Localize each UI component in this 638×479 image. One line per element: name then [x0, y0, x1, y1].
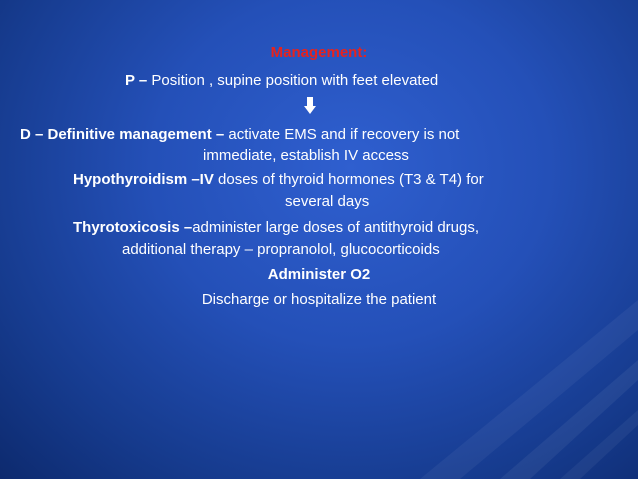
thyrotoxicosis-lead: Thyrotoxicosis – [73, 219, 193, 236]
definitive-lead: D – Definitive management – [20, 126, 225, 143]
position-lead: P – [125, 72, 148, 89]
hypothyroidism-cont: several days [285, 193, 370, 210]
hypothyroidism-text: doses of thyroid hormones (T3 & T4) for [213, 171, 484, 188]
definitive-cont: immediate, establish IV access [203, 147, 409, 164]
position-line [125, 71, 438, 90]
position-text: Position , supine position with feet elevated [147, 72, 439, 89]
definitive-line [20, 125, 459, 144]
thyrotoxicosis-line [73, 218, 479, 237]
down-arrow-icon [304, 97, 316, 115]
administer-o2-line: Administer O2 [267, 266, 371, 283]
hypothyroidism-line [73, 170, 484, 189]
definitive-text: activate EMS and if recovery is not [224, 126, 460, 143]
slide-title: Management: [270, 44, 368, 61]
discharge-line: Discharge or hospitalize the patient [201, 291, 437, 308]
hypothyroidism-lead: Hypothyroidism –IV [73, 171, 214, 188]
thyrotoxicosis-cont: additional therapy – propranolol, glucocorticoids [122, 241, 440, 258]
thyrotoxicosis-text: administer large doses of antithyroid drugs, [192, 219, 480, 236]
